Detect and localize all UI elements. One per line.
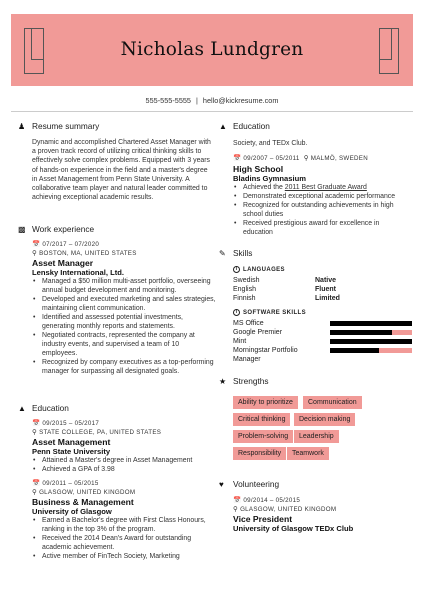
list-item: • Earned a Bachelor's degree with First Class Honours, ranking in the top 3% of the program. [32,516,216,534]
edu1-location: ⚲ STATE COLLEGE, PA, UNITED STATES [32,428,162,436]
edu3-bullets [233,183,409,237]
vol-title: Vice President [233,514,293,524]
work-entry [32,241,216,376]
list-item: • Demonstrated exceptional academic performance [233,192,409,201]
strength-tag: Communication [303,396,362,409]
list-item: • Received the 2014 Dean's Award for outstanding academic achievement. [32,534,216,552]
location-pin-icon: ⚲ [233,505,239,513]
strengths-title: Strengths [233,376,269,386]
edu3-dates-location: 📅 09/2007 – 05/2011 ⚲ MALMÖ, SWEDEN [233,155,368,163]
calendar-icon: 📅 [32,420,41,427]
education-heading-left [18,403,69,413]
contact-line [0,96,424,105]
list-item: • Managed a $50 million multi-asset portfolio, overseeing annual budget development and monitoring. [32,277,216,295]
edu2-title: Business & Management [32,497,134,507]
list-item: • Achieved a GPA of 3.98 [32,465,216,474]
skill-bar [330,321,412,326]
strength-tag: Ability to prioritize [233,396,298,409]
volunteering-heading [219,479,279,489]
skills-heading [219,248,252,258]
edu2-org: University of Glasgow [32,507,112,516]
summary-title: Resume summary [32,121,100,131]
vol-org: University of Glasgow TEDx Club [233,524,354,533]
calendar-icon: 📅 [32,480,41,487]
info-icon: i [233,309,240,316]
location-pin-icon: ⚲ [32,428,38,436]
info-icon: i [233,266,240,273]
vol-dates: 📅 09/2014 – 05/2015 [233,497,301,504]
work-title-text: Asset Manager [32,258,94,268]
calendar-icon: 📅 [233,497,242,504]
graduation-cap-icon: ▲ [18,403,26,413]
work-bullets [32,277,216,376]
edu1-dates: 📅 09/2015 – 05/2017 [32,420,100,427]
software-row: Manager [233,356,261,363]
header-banner [11,14,413,86]
strengths-tags [233,396,413,476]
email[interactable]: hello@kickresume.com [202,96,279,105]
work-title: Work experience [32,224,95,234]
strength-tag: Teamwork [287,447,329,460]
strength-tag: Decision making [294,413,355,426]
volunteering-entry [233,497,413,533]
list-item: • Negotiated contracts, represented the company at industry events, and supervised a team of 10 employees. [32,331,216,358]
graduation-cap-icon: ▲ [219,121,227,131]
strength-tag: Critical thinking [233,413,290,426]
education-title-right: Education [233,121,270,131]
software-row: Mint [233,337,413,346]
strength-tag: Problem-solving [233,430,293,443]
edu1-org: Penn State University [32,447,111,456]
edu2-dates: 📅 09/2011 – 05/2015 [32,480,99,487]
skills-block: i LANGUAGES Swedish Native English Fluent Finnish Limited i SOFTWARE SKILLS MS Office Google Premier Mint Morningstar Portfolio Manager [233,266,413,366]
software-row: Google Premier [233,328,413,337]
education-title-left: Education [32,403,69,413]
volunteering-title: Volunteering [233,479,280,489]
strength-tag: Leadership [294,430,339,443]
edu1-bullets [32,456,216,474]
location-pin-icon: ⚲ [32,488,38,496]
calendar-icon: 📅 [32,241,41,248]
work-org: Lensky International, Ltd. [32,268,124,277]
software-label: i SOFTWARE SKILLS [233,309,306,316]
candidate-name: Nicholas Lundgren [120,39,304,60]
star-icon: ★ [219,376,227,386]
skill-bar [330,330,412,335]
work-dates: 📅 07/2017 – 07/2020 [32,241,100,248]
list-item: • Received prestigious award for excellence in education [233,219,409,237]
edu1-title: Asset Management [32,437,111,447]
summary-text: Dynamic and accomplished Chartered Asset Manager with a proven track record of utilizing critical thinking skills to effectively solve complex problems. Equipped with 3 years of hands-on experience in the field and a master's degree in Asset Management from Penn State University. A collaborative team player and natural leader committed to achieving exceptional academic results. [32,139,211,202]
skills-title: Skills [233,248,253,258]
award-link[interactable]: 2011 Best Graduate Award [284,183,367,191]
software-row: MS Office [233,319,413,328]
contact-separator: | [196,96,198,105]
list-item: • Attained a Master's degree in Asset Management [32,456,216,465]
strengths-heading [219,376,269,386]
list-item: • Identified and assessed potential investments, generating monthly reports and statements. [32,313,216,331]
location-pin-icon: ⚲ [32,249,38,257]
edu2-location: ⚲ GLASGOW, UNITED KINGDOM [32,488,136,496]
briefcase-icon: ▩ [18,224,26,234]
education-entry-3 [233,139,409,237]
strength-tag: Responsibility [233,447,286,460]
pencil-icon: ✎ [219,248,226,258]
person-icon: ♟ [18,121,26,131]
list-item: • Developed and executed marketing and sales strategies, maintaining client communication. [32,295,216,313]
edu-continued-text: Society, and TEDx Club. [233,140,308,147]
list-item: • Recognized by company executives as a top-performing manager for surpassing all designated goals. [32,358,216,376]
summary-heading [18,121,99,131]
work-location: ⚲ BOSTON, MA, UNITED STATES [32,249,137,257]
education-heading-right [219,121,270,131]
location-pin-icon: ⚲ [303,155,309,163]
skill-bar [330,348,412,353]
software-row: Morningstar Portfolio [233,346,413,355]
list-item: • Recognized for outstanding achievements in high school duties [233,201,409,219]
education-entry-2 [32,480,216,561]
calendar-icon: 📅 [233,155,242,163]
edu3-title: High School [233,163,284,174]
skill-bar [330,339,412,344]
education-entry-1 [32,420,216,474]
edu2-bullets [32,516,216,561]
list-item: • Achieved the 2011 Best Graduate Award [233,183,409,192]
edu3-org: Bladins Gymnasium [233,173,307,183]
phone[interactable]: 555-555-5555 [145,96,191,105]
list-item: • Active member of FinTech Society, Marketing [32,552,216,561]
vol-location: ⚲ GLASGOW, UNITED KINGDOM [233,505,337,513]
heart-icon: ♥ [219,479,224,489]
languages-label: i LANGUAGES [233,266,413,273]
divider [11,111,413,112]
work-heading [18,224,94,234]
